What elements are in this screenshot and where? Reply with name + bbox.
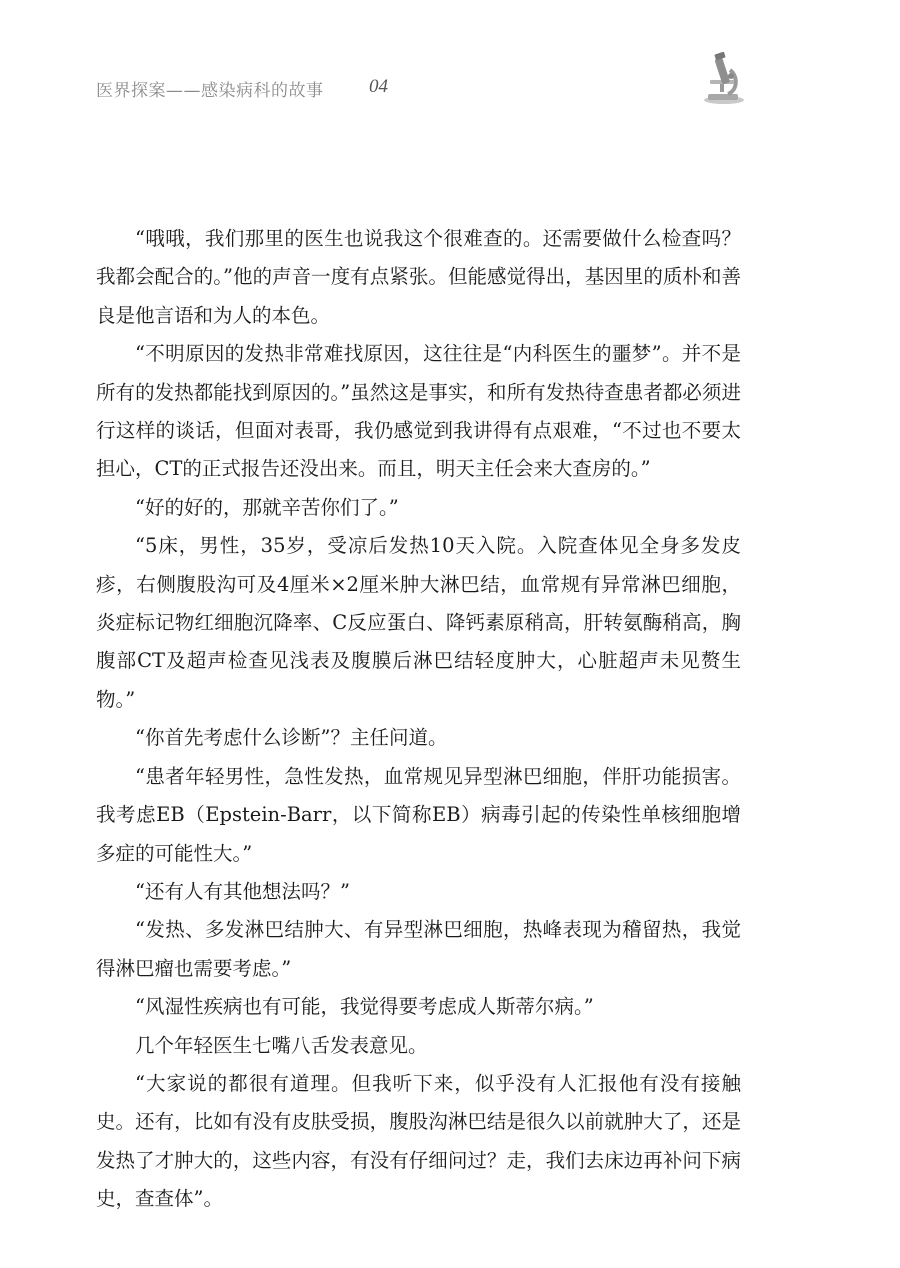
paragraph: “发热、多发淋巴结肿大、有异型淋巴细胞，热峰表现为稽留热，我觉得淋巴瘤也需要考虑。” bbox=[96, 918, 741, 980]
running-header bbox=[0, 0, 900, 110]
paragraph: “风湿性疾病也有可能，我觉得要考虑成人斯蒂尔病。” bbox=[135, 995, 594, 1019]
paragraph: “好的好的，那就辛苦你们了。” bbox=[135, 495, 399, 519]
page-number: 04 bbox=[369, 76, 388, 97]
microscope-icon bbox=[700, 50, 748, 106]
paragraph: 几个年轻医生七嘴八舌发表意见。 bbox=[135, 1033, 428, 1057]
paragraph: “5床，男性，35岁，受凉后发热10天入院。入院查体见全身多发皮疹，右侧腹股沟可及4厘米×2厘米肿大淋巴结，血常规有异常淋巴细胞，炎症标记物红细胞沉降率、C反应蛋白、降钙素原稍高，肝转氨酶稍高，胸腹部CT及超声检查见浅表及腹膜后淋巴结轻度肿大，心脏超声未见赘生物。” bbox=[96, 534, 741, 711]
paragraph: “还有人有其他想法吗？” bbox=[135, 879, 350, 903]
paragraph: “你首先考虑什么诊断”？主任问道。 bbox=[135, 726, 448, 750]
book-title: 医界探案——感染病科的故事 bbox=[96, 81, 324, 101]
paragraph: “不明原因的发热非常难找原因，这往往是“内科医生的噩梦”。并不是所有的发热都能找到原因的。”虽然这是事实，和所有发热待查患者都必须进行这样的谈话，但面对表哥，我仍感觉到我讲得有点艰难，“不过也不要太担心，CT的正式报告还没出来。而且，明天主任会来大查房的。” bbox=[96, 342, 741, 481]
paragraph: “患者年轻男性，急性发热，血常规见异型淋巴细胞，伴肝功能损害。我考虑EB（Epstein-Barr，以下简称EB）病毒引起的传染性单核细胞增多症的可能性大。” bbox=[96, 764, 741, 865]
paragraph: “哦哦，我们那里的医生也说我这个很难查的。还需要做什么检查吗？我都会配合的。”他的声音一度有点紧张。但能感觉得出，基因里的质朴和善良是他言语和为人的本色。 bbox=[96, 227, 741, 327]
body-text bbox=[96, 220, 741, 1219]
paragraph: “大家说的都很有道理。但我听下来，似乎没有人汇报他有没有接触史。还有，比如有没有皮肤受损，腹股沟淋巴结是很久以前就肿大了，还是发热了才肿大的，这些内容，有没有仔细问过？走，我们去床边再补问下病史，查查体”。 bbox=[96, 1071, 741, 1211]
